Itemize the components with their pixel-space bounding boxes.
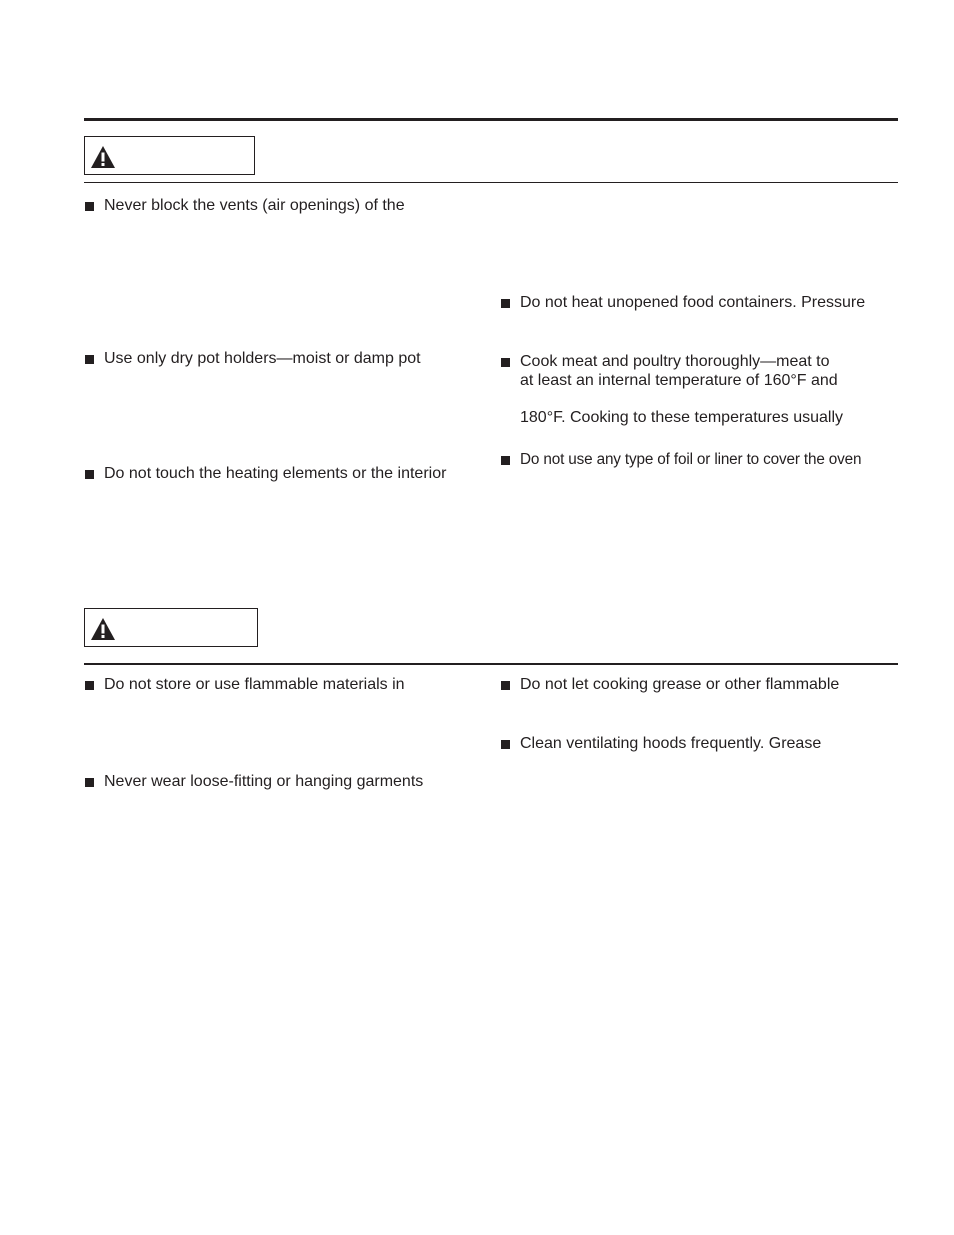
section2-rule [84,663,898,665]
bullet-icon [85,202,94,211]
warning-box-2 [84,608,258,647]
bullet-icon [501,358,510,367]
list-item-continuation: at least an internal temperature of 160°F and [520,372,838,389]
bullet-icon [501,299,510,308]
list-item-continuation: 180°F. Cooking to these temperatures usually [520,409,844,426]
warning-triangle-icon [90,145,116,169]
bullet-icon [85,778,94,787]
bullet-icon [501,681,510,690]
section1-rule [84,182,898,183]
bullet-icon [85,470,94,479]
bullet-icon [85,681,94,690]
top-rule [84,118,898,121]
bullet-icon [501,456,510,465]
warning-triangle-icon [90,617,116,641]
bullet-icon [85,355,94,364]
bullet-icon [501,740,510,749]
warning-box-1 [84,136,255,175]
